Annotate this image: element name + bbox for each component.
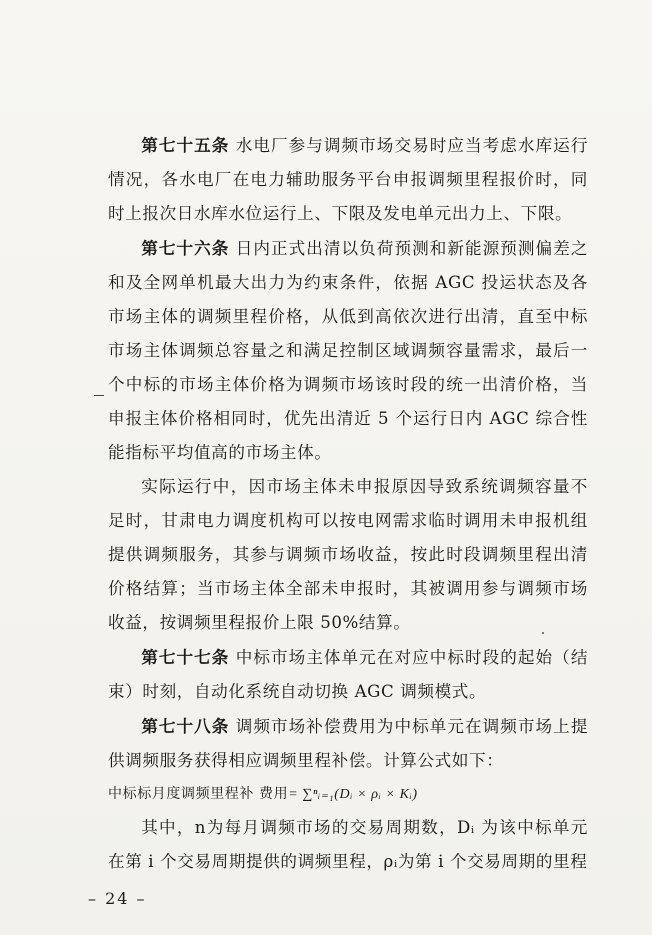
article-75: [108, 128, 588, 231]
article-text: 水电厂参与调频市场交易时应当考虑水库运行情况，各水电厂在电力辅助服务平台申报调频里程报价时，同时上报次日水库水位运行上、下限及发电单元出力上、下限。: [108, 136, 589, 223]
article-78: [108, 709, 588, 778]
compensation-formula: [108, 778, 588, 811]
article-heading: 第七十七条: [141, 647, 230, 667]
article-text: 日内正式出清以负荷预测和新能源预测偏差之和及全网单机最大出力为约束条件，依据 AGC 投运状态及各市场主体的调频里程价格，从低到高依次进行出清，直至中标市场主体调频总容量之和满足控制区域调频容量需求，最后一个中标的市场主体价格为调频市场该时段的统一出清价格，当申报主体价格相同时，优先出清近 5 个运行日内 AGC 综合性能指标平均值高的市场主体。: [108, 239, 589, 462]
formula-explanation: 其中，n为每月调频市场的交易周期数，Dᵢ 为该中标单元在第 i 个交易周期提供的调频里程，ρᵢ为第 i 个交易周期的里程: [108, 818, 588, 871]
formula-label: 中标标月度调频里程补 费用: [108, 786, 289, 802]
article-76-supplement: [108, 470, 588, 640]
article-text: 中标市场主体单元在对应中标时段的起始（结束）时刻，自动化系统自动切换 AGC 调频模式。: [108, 648, 589, 701]
article-heading: 第七十六条: [141, 238, 230, 258]
article-text: 调频市场补偿费用为中标单元在调频市场上提供调频服务获得相应调频里程补偿。计算公式如下：: [108, 717, 589, 770]
article-76: [108, 231, 588, 470]
article-body: [108, 128, 588, 879]
formula-expression: = ∑ⁿᵢ₌₁(Dᵢ × ρᵢ × Kᵢ): [288, 787, 418, 802]
page-number: – 24 –: [88, 889, 147, 908]
article-77: [108, 640, 588, 709]
article-text: 实际运行中，因市场主体未申报原因导致系统调频容量不足时，甘肃电力调度机构可以按电网需求临时调用未申报机组提供调频服务，其参与调频市场收益，按此时段调频里程出清价格结算；当市场主体全部未申报时，其被调用参与调频市场收益，按调频里程报价上限 50%结算。: [108, 477, 588, 632]
scan-mark: [94, 395, 104, 396]
article-heading: 第七十五条: [141, 135, 230, 155]
article-heading: 第七十八条: [141, 716, 230, 736]
